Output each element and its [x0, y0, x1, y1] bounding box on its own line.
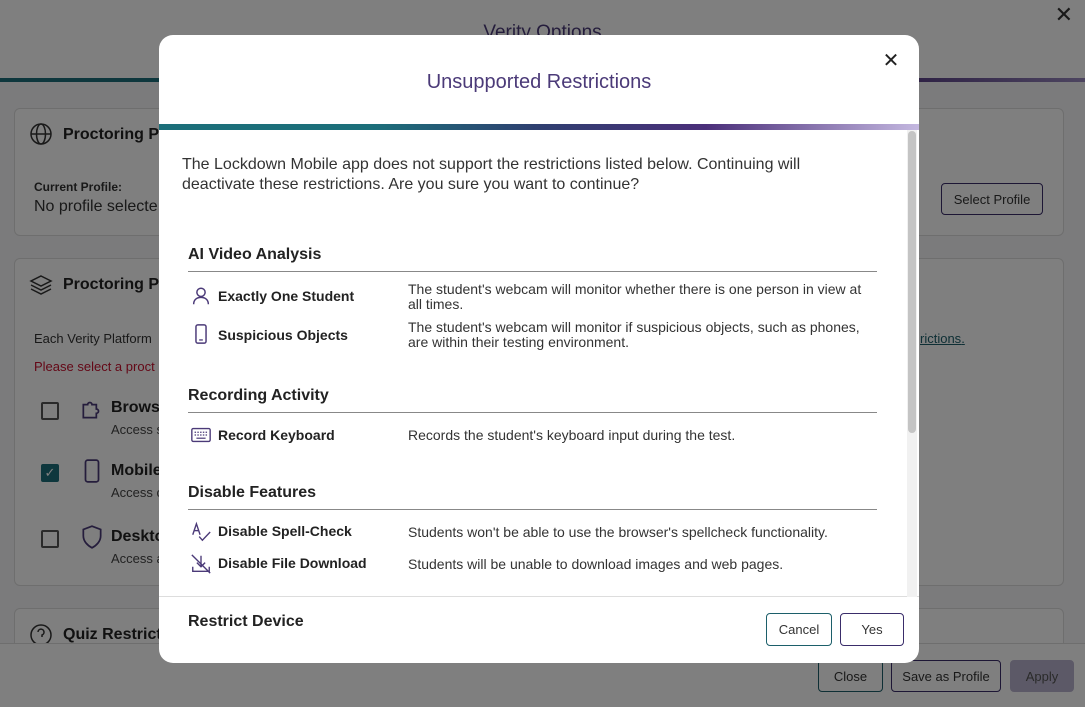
keyboard-icon	[190, 424, 212, 446]
restriction-desc-exactly-one-student: The student's webcam will monitor whether there is one person in view at all times.	[408, 281, 862, 312]
section-title-restrict-device: Restrict Device	[188, 613, 304, 630]
cancel-button[interactable]: Cancel	[766, 613, 832, 646]
restriction-desc-disable-file-download: Students will be unable to download images and web pages.	[408, 556, 784, 572]
person-icon	[190, 285, 212, 307]
restriction-desc-disable-spell-check: Students won't be able to use the browser's spellcheck functionality.	[408, 524, 828, 540]
dialog-close-icon[interactable]: ✕	[882, 50, 900, 72]
restriction-name-exactly-one-student: Exactly One Student	[218, 288, 355, 304]
restriction-name-disable-file-download: Disable File Download	[218, 555, 367, 571]
dialog-intro-text: The Lockdown Mobile app does not support the restrictions listed below. Continuing will deactivate these restrictions. Are you sure you want to continue?	[182, 156, 801, 193]
restriction-name-disable-spell-check: Disable Spell-Check	[218, 523, 352, 539]
restriction-desc-suspicious-objects: The student's webcam will monitor if suspicious objects, such as phones, are within their testing environment.	[408, 319, 860, 350]
section-title-ai-video-analysis: AI Video Analysis	[188, 246, 322, 263]
dialog-title: Unsupported Restrictions	[426, 71, 652, 93]
no-download-icon	[190, 553, 212, 575]
restriction-name-record-keyboard: Record Keyboard	[218, 427, 335, 443]
yes-button[interactable]: Yes	[840, 613, 904, 646]
unsupported-restrictions-dialog	[159, 35, 919, 663]
dialog-scrollbar-thumb[interactable]	[908, 131, 916, 433]
restriction-name-suspicious-objects: Suspicious Objects	[218, 327, 348, 343]
section-divider	[188, 509, 877, 510]
section-title-disable-features: Disable Features	[188, 484, 317, 501]
restriction-desc-record-keyboard: Records the student's keyboard input during the test.	[408, 427, 736, 443]
section-title-recording-activity: Recording Activity	[188, 387, 329, 404]
section-divider	[188, 271, 877, 272]
spellcheck-icon	[190, 521, 212, 543]
phone-icon	[190, 323, 212, 345]
section-divider	[188, 412, 877, 413]
